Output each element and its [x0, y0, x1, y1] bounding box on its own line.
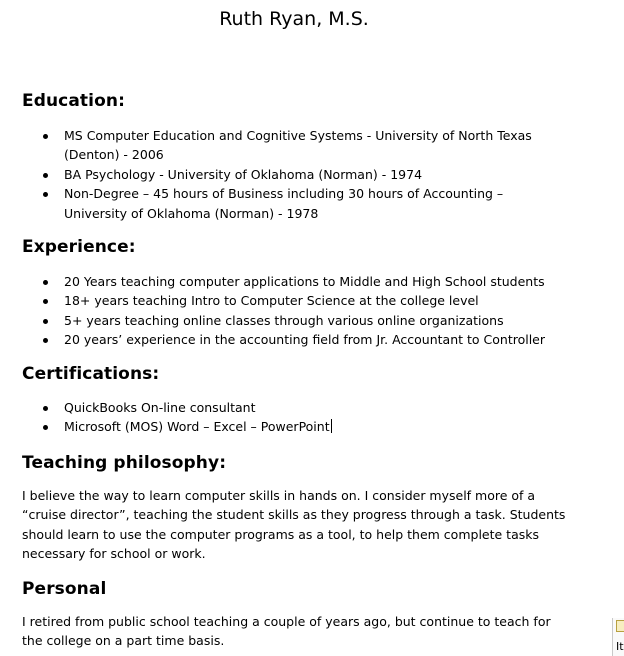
list-item: QuickBooks On-line consultant	[40, 398, 570, 417]
personal-text: I retired from public school teaching a couple of years ago, but continue to teach for the college on a part time basis.	[22, 614, 551, 649]
page-title: Ruth Ryan, M.S.	[219, 8, 369, 30]
list-item: BA Psychology - University of Oklahoma (Norman) - 1974	[40, 165, 570, 184]
teaching-philosophy-heading: Teaching philosophy:	[22, 453, 227, 473]
list-item: 20 years’ experience in the accounting field from Jr. Accountant to Controller	[40, 330, 570, 349]
list-item	[40, 417, 570, 436]
personal-heading: Personal	[22, 579, 107, 599]
note-icon[interactable]	[616, 620, 624, 632]
certification-text: Microsoft (MOS) Word – Excel – PowerPoint	[64, 419, 330, 435]
list-item: Non-Degree – 45 hours of Business including 30 hours of Accounting – University of Oklahoma (Norman) - 1978	[40, 184, 570, 223]
list-item: 5+ years teaching online classes through various online organizations	[40, 311, 570, 330]
experience-heading: Experience:	[22, 237, 136, 257]
education-heading: Education:	[22, 91, 125, 111]
list-item: 18+ years teaching Intro to Computer Science at the college level	[40, 291, 570, 310]
list-item: MS Computer Education and Cognitive Systems - University of North Texas (Denton) - 2006	[40, 126, 570, 165]
text-cursor	[331, 419, 332, 433]
education-list	[40, 126, 570, 223]
certifications-list	[40, 398, 570, 437]
side-panel-edge[interactable]	[612, 618, 624, 656]
certifications-heading: Certifications:	[22, 364, 160, 384]
list-item: 20 Years teaching computer applications to Middle and High School students	[40, 272, 570, 291]
teaching-philosophy-text: I believe the way to learn computer skills in hands on. I consider myself more of a “cruise director”, teaching the student skills as they progress through a task. Students should learn to use the computer programs as a tool, to help them complete tasks necessary for school or work.	[22, 488, 566, 562]
experience-list	[40, 272, 570, 350]
side-panel-text: It	[616, 640, 624, 653]
